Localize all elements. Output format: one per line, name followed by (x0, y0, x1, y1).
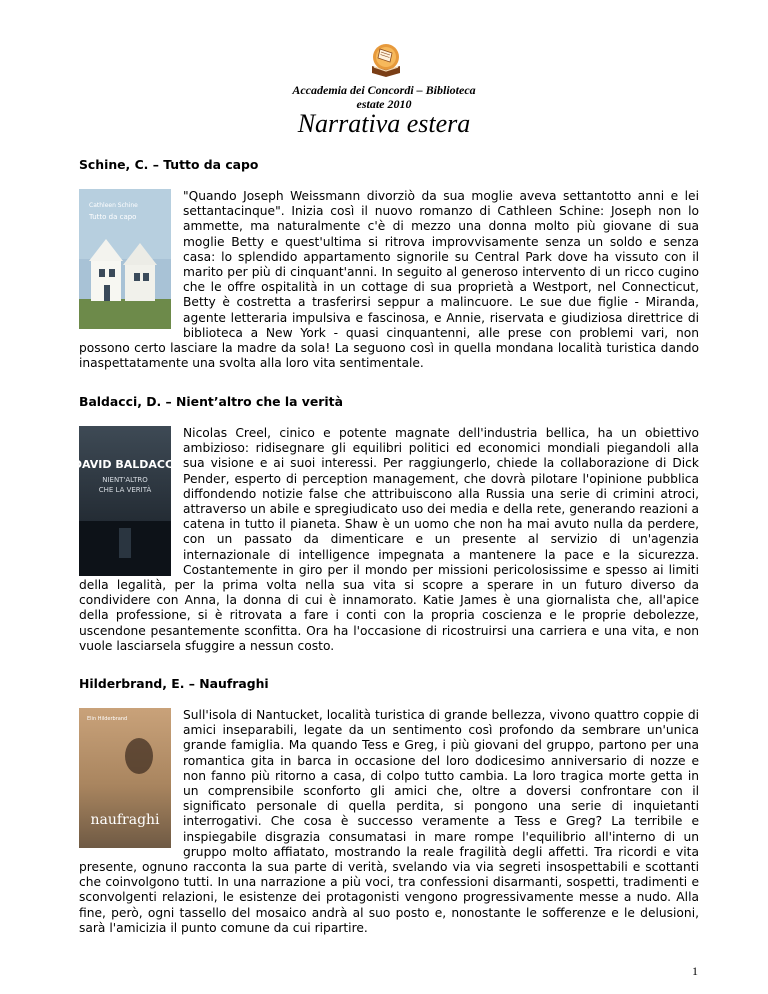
book-entry-schine (79, 157, 699, 371)
page-number: 1 (692, 964, 698, 978)
season-label: estate 2010 (356, 97, 412, 111)
book-cover-image (72, 426, 178, 576)
page-title: Narrativa estera (297, 109, 471, 138)
book-description: "Quando Joseph Weissmann divorziò da sua moglie aveva settantotto anni e lei settantacinque". Inizia così il nuovo romanzo di Cathleen Schine: Joseph non lo ammette, ma naturalmente c'è di mezzo una donna molto più giovane di sua moglie Betty e quest'ultima si ritrova improvvisamente senza un soldo e senza casa: lo splendido appartamento signorile su Central Park dove ha vissuto con il marito per più di cinquant'anni. In seguito al generoso intervento di un ricco cugino che le offre ospitalità in un cottage di sua proprietà a Westport, nel Connecticut, Betty è costretta a trasferirsi seppur a malincuore. Le sue due figlie - Miranda, agente letteraria impulsiva e fascinosa, e Annie, riservata e giudiziosa direttrice di biblioteca a New York - quasi cinquantenni, alle prese con problemi vari, non possono certo lasciare la madre da sola! La seguono così in quella mondana località turistica dando inaspettatamente una svolta alla loro vita sentimentale. (79, 189, 699, 371)
cover-author: Elin Hilderbrand (87, 716, 128, 722)
cover-title: Tutto da capo (89, 213, 137, 221)
library-logo-icon (366, 40, 406, 80)
book-description: Sull'isola di Nantucket, località turistica di grande bellezza, vivono quattro coppie di amici inseparabili, legate da un sentimento così profondo da sembrare un'unica grande famiglia. Ma quando Tess e Greg, i più giovani del gruppo, partono per una romantica gita in barca in occasione del loro dodicesimo anniversario di nozze e non fanno più ritorno a casa, di colpo tutto cambia. La loro tragica morte getta in un comprensibile sconforto gli amici che, oltre a doversi confrontare con il significato personale di quella perdita, si pongono una serie di inquietanti interrogativi. Che cosa è successo veramente a Tess e Greg? La terribile e inspiegabile disgrazia consumatasi in mare rompe l'equilibrio all'interno di un gruppo molto affiatato, mostrando la reale fragilità degli affetti. Tra ricordi e vita presente, ognuno racconta la sua parte di verità, svelando via via segreti insospettabili e scottanti che coinvolgono tutti. In una narrazione a più voci, tra confessioni disarmanti, sospetti, tradimenti e sconvolgenti relazioni, le esistenze dei protagonisti vengono progressivamente messe a nudo. Alla fine, però, ogni tassello del mosaico andrà al suo posto e, nonostante le sofferenze e le delusioni, sarà l'amicizia il punto comune da cui ripartire. (79, 708, 699, 935)
book-heading: Hilderbrand, E. – Naufraghi (79, 676, 269, 691)
cover-author: Cathleen Schine (89, 202, 138, 209)
book-cover-image (79, 708, 171, 848)
cover-title-line2: CHE LA VERITÀ (98, 486, 152, 494)
book-description: Nicolas Creel, cinico e potente magnate dell'industria bellica, ha un obiettivo ambizioso: ridisegnare gli equilibri politici ed economici mondiali piegandoli alla sua visione e ai suoi interessi. Per raggiungerlo, chiede la collaborazione di Dick Pender, esperto di perception management, che dovrà pilotare l'opinione pubblica diffondendo notizie false che attribuiscono alla Russia una serie di crimini atroci, attraverso un abile e spregiudicato uso dei media e della rete, generando reazioni a catena in tutto il pianeta. Shaw è un uomo che non ha mai avuto nulla da perdere, con un passato da dimenticare e un presente al servizio di un'agenzia internazionale di intelligence impegnata a mantenere la pace e la sicurezza. Costantemente in giro per il mondo per missioni pericolosissime e spesso ai limiti della legalità, per la prima volta nella sua vita si scopre a sperare in un futuro diverso da condividere con Anna, la donna di cui è innamorato. Katie James è una giornalista che, all'apice della professione, si è ritrovata a fare i conti con la propria coscienza e le proprie debolezze, uscendone pesantemente sconfitta. Ora ha l'occasione di ricostruirsi una carriera e una vita, e non vuole lasciarsela sfuggire a nessun costo. (79, 426, 700, 653)
cover-author: DAVID BALDACCI (72, 458, 178, 471)
book-entry-baldacci (72, 394, 700, 654)
cover-title-line1: NIENT'ALTRO (102, 476, 148, 484)
book-entry-hilderbrand (79, 676, 699, 936)
book-heading: Schine, C. – Tutto da capo (79, 157, 259, 172)
cover-title: naufraghi (90, 812, 160, 828)
book-heading: Baldacci, D. – Nient’altro che la verità (79, 394, 343, 409)
book-cover-image (79, 189, 171, 329)
institution-name: Accademia dei Concordi – Biblioteca (292, 83, 476, 97)
